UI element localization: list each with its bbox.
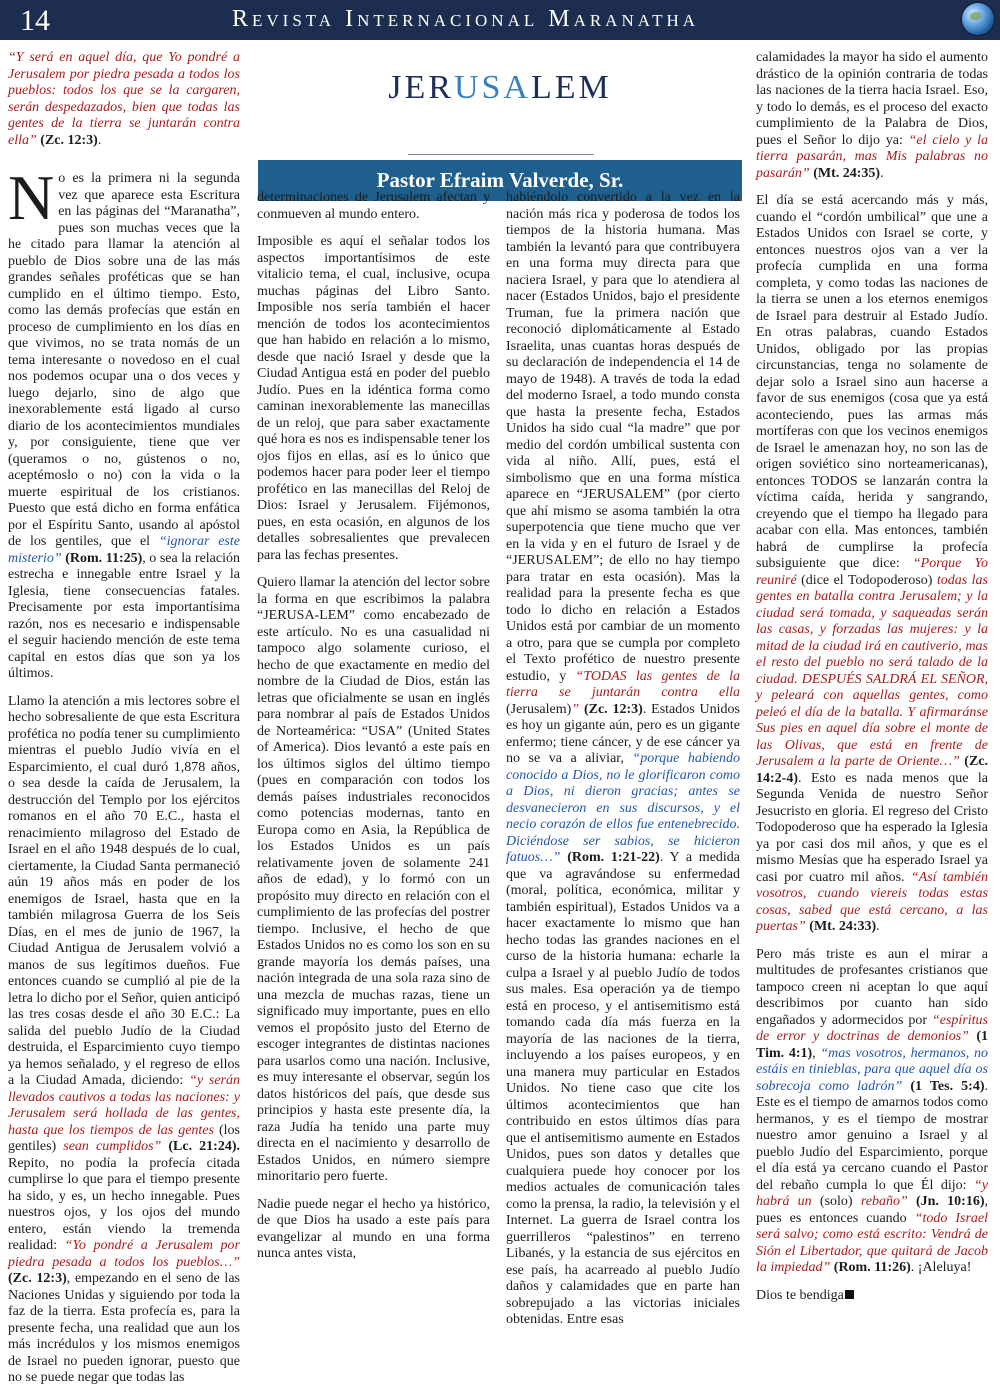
column-3 xyxy=(506,190,740,1340)
paragraph: Quiero llamar la atención del lector sobre la forma en que escribimos la palabra “JERUSA-LEM” como encabezado de este artículo. No es una casualidad ni tampoco algo solamente curioso, el hecho de que exactamente en medio del nombre de la Ciudad de Dios, están las letras que oficialmente se usan en inglés para nombrar al país de Estados Unidos de Norteamérica: “USA” (United States of America). Dios levantó a este país en los últimos siglos del último tiempo (pues en comparación con todos los demás países industriales reconocidos como potencias modernas, tanto en Europa como en Asia, la República de los Estados Unidos es un país relativamente joven de solamente 241 años de edad), y lo formó con un propósito muy directo en relación con el cumplimiento de las profecías del postrer tiempo. Inclusive, el hecho de que Estados Unidos no es como los son en su grande mayoría los demás países, una nación integrada de una sola raza sino de una mezcla de muchas razas, tiene un significado muy importante, pues en ello vemos el propósito justo del Eterno de escoger integrantes de distintas naciones para usarlos como una nación. Inclusive, es muy interesante el observar, según los datos históricos del país, que desde sus principios y hasta este presente día, la raza Judía ha tenido una parte muy directa en el nacimiento y desarrollo de Estados Unidos, en número siempre minoritario pero fuerte. xyxy=(257,575,490,1184)
paragraph: calamidades la mayor ha sido el aumento drástico de la opinión contraria de todas las naciones de la tierra hacia Israel. Eso, y todo lo demás, es el proceso del exacto cumplimiento de la Palabra de Dios, pues el Señor lo dijo ya: “el cielo y la tierra pasarán, mas Mis palabras no pasarán” (Mt. 24:35). xyxy=(756,50,989,181)
column-2 xyxy=(257,190,490,1274)
article-title-block xyxy=(258,53,742,192)
epigraph: “Y será en aquel día, que Yo pondré a Jerusalem por piedra pesada a todos los pueblos: todos los que se la cargaren, serán despedazados, bien que todas las gentes de la tierra se juntarán contra ella” (Zc. 12:3). xyxy=(8,50,240,148)
globe-icon xyxy=(962,3,994,35)
paragraph: habiéndolo convertido a la vez en la nación más rica y poderosa de todos los tiempos de la historia humana. Mas también la levantó para que contribuyera en una forma muy directa para que naciera Israel, y para que lo atendiera al nacer (Estados Unidos, bajo el presidente Truman, fue la primera nación que reconoció diplomáticamente al Estado Israelita, unas cuantas horas después de su declaración de independencia el 14 de mayo de 1948). A través de toda la edad del moderno Israel, a todo mundo consta que hasta la presente fecha, Estados Unidos ha sido cual “la madre” que por medio del cordón umbilical sustenta con vida al niño. Allí, pues, está el simbolismo que en una forma mística aparece en “JERUSALEM” (por cierto que ahí mismo se asoma también la otra superpotencia que tiene mucho que ver en la vida y en el futuro de Israel y de “JERUSALEM”; de ello no hay tiempo para tratar en esta ocasión). Mas la realidad para la presente fecha es que todo lo dicho en relación a Estados Unidos está por cambiar de un momento a otro, para que se cumpla por completo el Texto profético de nuestro presente estudio, y “TODAS las gentes de la tierra se juntarán contra ella (Jerusalem)” (Zc. 12:3). Estados Unidos es hoy un gigante aún, pero es un gigante enfermo; tiene cáncer, y de ese cáncer ya no se va a aliviar, “porque habiendo conocido a Dios, no le glorificaron como a Dios, ni dieron gracias; antes se desvanecieron en sus discursos, y el necio corazón de ellos fue entenebrecido. Diciéndose ser sabios, se hicieron fatuos…” (Rom. 1:21-22). Y a medida que va agravándose su enfermedad (moral, política, económica, militar y también espiritual), Estados Unidos va a hacer exactamente lo mismo que han hecho todas las grandes naciones en el curso de la historia humana: echarle la culpa a Israel y al pueblo Judío de todos sus males. Esa operación ya de tiempo está en proceso, y el antisemitismo está tomando cada día más fuerza en la mayoría de las naciones de la tierra, incluyendo a los países europeos, y en una manera muy particular en Estados Unidos. No tiene caso que cite los últimos acontecimientos que han contribuido en estos últimos días para que el antisemitismo aumente en Estados Unidos, pues son datos y detalles que cualquiera puede hoy conocer por los medios actuales de comunicación tales como la prensa, la radio, la televisión y el Internet. La guerra de Israel contra los guerrilleros “palestinos” en terreno Libanés, y la estancia de sus ejércitos en ese país, ha acarreado al pueblo Judío daños y calamidades que en parte han sobrepujado a las victorias iniciales obtenidas. Entre esas xyxy=(506,190,741,1327)
magazine-title: Revista Internacional Maranatha xyxy=(232,6,700,32)
paragraph: Nadie puede negar el hecho ya histórico, de que Dios ha usado a este país para evangelizar al mundo en una forma nunca antes vista, xyxy=(257,1196,490,1261)
page-number: 14 xyxy=(20,4,50,37)
title-usa-letters: USA xyxy=(453,69,531,106)
closing: Dios te bendiga xyxy=(756,1288,988,1305)
paragraph: Imposible es aquí el señalar todos los aspectos importantísimos de este vitalicio tema, el cual, inclusive, ocupa muchas páginas del Libro Santo. Imposible nos sería también el hacer mención de todos los acontecimientos que han habido en relación a lo mismo, desde que nació Israel y desde que la Ciudad Antigua está en poder del pueblo Judío. Pues en la idéntica forma como caminan inexorablemente las manecillas de un reloj, que para saber exactamente qué hora es nos es indispensable tener los ojos fijos en ellas, así es lo único que podemos hacer para poder leer el tiempo profético en las manecillas del Reloj de Dios: Israel y Jerusalem. Fijémonos, pues, en esta ocasión, en algunos de los detalles sobresalientes que prevalecen para las fechas presentes. xyxy=(257,234,490,563)
paragraph: Pero más triste es aun el mirar a multitudes de profesantes cristianos que tampoco creen ni aceptan lo que aquí describimos por cuanto han sido engañados y adormecidos por “espíritus de error y doctrinas de demonios” (1 Tim. 4:1), “mas vosotros, hermanos, no estáis en tinieblas, para que aquel día os sobrecoja como ladrón” (1 Tes. 5:4). Este es el tiempo de amarnos todos como hermanos, y es el tiempo de mostrar nuestro amor genuino a Israel y al pueblo Judío del Esparcimiento, porque el día está ya cercano cuando el Pastor del rebaño cumpla lo que Él dijo: “y habrá un (solo) rebaño” (Jn. 10:16), pues es entonces cuando “todo Israel será salvo; como está escrito: Vendrá de Sión el Libertador, que quitará de Jacob la impiedad” (Rom. 11:26). ¡Aleluya! xyxy=(756,946,989,1275)
paragraph: El día se está acercando más y más, cuando el “cordón umbilical” que une a Estados Unidos con Israel se corte, y entonces nuestros ojos van a ver la profecía cumplida en una forma completa, y como todas las naciones de la tierra se unen a los eternos enemigos de Israel para destruir al Estado Judío. En otras palabras, cuando Estados Unidos, obligado por las propias circunstancias, tenga no solamente de dejar solo a Israel sino aun hacerse a favor de sus enemigos (cosa que ya está aconteciendo, pues las armas más mortíferas con que los vecinos enemigos de Israel le amenazan hoy, no son las de origen soviético sino norteamericanas), entonces TODOS se lanzarán contra la víctima caída, herida y sangrando, creyendo que el tiempo ha llegado para acabar con ella. Mas entonces, también habrá de cumplirse la profecía subsiguiente que dice: “Porque Yo reuniré (dice el Todopoderoso) todas las gentes en batalla contra Jerusalem; y la ciudad será tomada, y saqueadas serán las casas, y forzadas las mujeres: y la mitad de la ciudad irá en cautiverio, mas el resto del pueblo no será talado de la ciudad. DESPUÉS SALDRÁ EL SEÑOR, y peleará con aquellas gentes, como peleó el día de la batalla. Y afirmaránse Sus pies en aquel día sobre el monte de las Olivas, que está en frente de Jerusalem a la parte de Oriente…” (Zc. 14:2-4). Esto es nada menos que la Segunda Venida de nuestro Señor Jesucristo en gloria. El regreso del Cristo Todopoderoso que ha esperado la Iglesia ya por casi dos mil años, y que es el mismo Mesías que ha esperado Israel ya casi por cuatro mil años. “Así también vosotros, cuando viereis todas estas cosas, sabed que está cercano, a las puertas” (Mt. 24:33). xyxy=(756,193,988,934)
paragraph: No es la primera ni la segunda vez que aparece esta Escritura en las páginas del “Maranatha”, pues son muchas veces que la he citado para llamar la atención al pueblo de Dios sobre una de las más grandes señales proféticas que se han cumplido en el último tiempo. Esto, como las demás profecías que están en proceso de cumplimiento en los días en que vivimos, no se trata nomás de un tema interesante o novedoso en el cual nos podemos ocupar una o dos veces y luego dejarlo, sino de algo que inexorablemente está ligado al curso diario de los acontecimientos mundiales y, por consiguiente, tiene que ver (queramos o no, gústenos o no, aceptémoslo o no) con la vida o la muerte espiritual de los cristianos. Puesto que está dicho en forma enfática por el Espíritu Santo, usando al apóstol de los gentiles, que el “ignorar este misterio” (Rom. 11:25), o sea la relación estrecha e innegable entre Israel y la Iglesia, tiene consecuencias fatales. Precisamente por esta importantísima razón, nos es necesario e indispensable el seguir haciendo mención de este tema capital en estos días que son ya los últimos. xyxy=(8,162,240,681)
magazine-header xyxy=(0,0,1000,40)
author-name: Pastor Efraim Valverde, Sr. xyxy=(376,168,624,192)
column-1 xyxy=(8,50,240,1398)
column-4 xyxy=(756,50,988,1315)
article-title-text: JERUSALEM xyxy=(388,69,612,106)
drop-cap: N xyxy=(8,162,55,233)
paragraph: Llamo la atención a mis lectores sobre el hecho sobresaliente de que esta Escritura profética no podía tener su cumplimiento mientras el pueblo Judío vivía en el Esparcimiento, el cual duró 1,878 años, o sea desde la caída de Jerusalem, la destrucción del Templo por los ejércitos romanos en el año 70 E.C., hasta el renacimiento milagroso del Estado de Israel en el año 1948 después de lo cual, ciertamente, la Ciudad Santa permaneció aún 19 años más en poder de los enemigos de Israel, hasta que en la también milagrosa Guerra de los Seis Días, en el mes de junio de 1967, la Ciudad Antigua de Jerusalem volvió a manos de sus legítimos dueños. Fue entonces cuando se cumplió al pie de la letra lo dicho por el Señor, quien anticipó las tres cosas desde el año 30 E.C.: La salida del pueblo Judío de la Ciudad destruida, el Esparcimiento cuyo tiempo ya hemos señalado, y el regreso de ellos a la Ciudad Amada, diciendo: “y serán llevados cautivos a todas las naciones: y Jerusalem será hollada de las gentes, hasta que los tiempos de las gentes (los gentiles) sean cumplidos” (Lc. 21:24). Repito, no podía la profecía citada cumplirse lo que para el tiempo presente ha sido, y es, un hecho innegable. Pues nuestros ojos, y los ojos del mundo entero, están viendo la tremenda realidad: “Yo pondré a Jerusalem por piedra pesada a todos los pueblos…” (Zc. 12:3), empezando en el seno de las Naciones Unidas y siguiendo por toda la faz de la tierra. Esta profecía es, para la presente fecha, una realidad que aun los más incrédulos y los mismos enemigos de Israel no pueden ignorar, puesto que no se puede negar que todas las xyxy=(8,693,241,1385)
end-mark-icon xyxy=(845,1290,854,1299)
title-divider xyxy=(408,154,594,155)
article-title xyxy=(258,69,742,107)
paragraph: determinaciones de Jerusalem afectan y conmueven al mundo entero. xyxy=(257,190,490,222)
